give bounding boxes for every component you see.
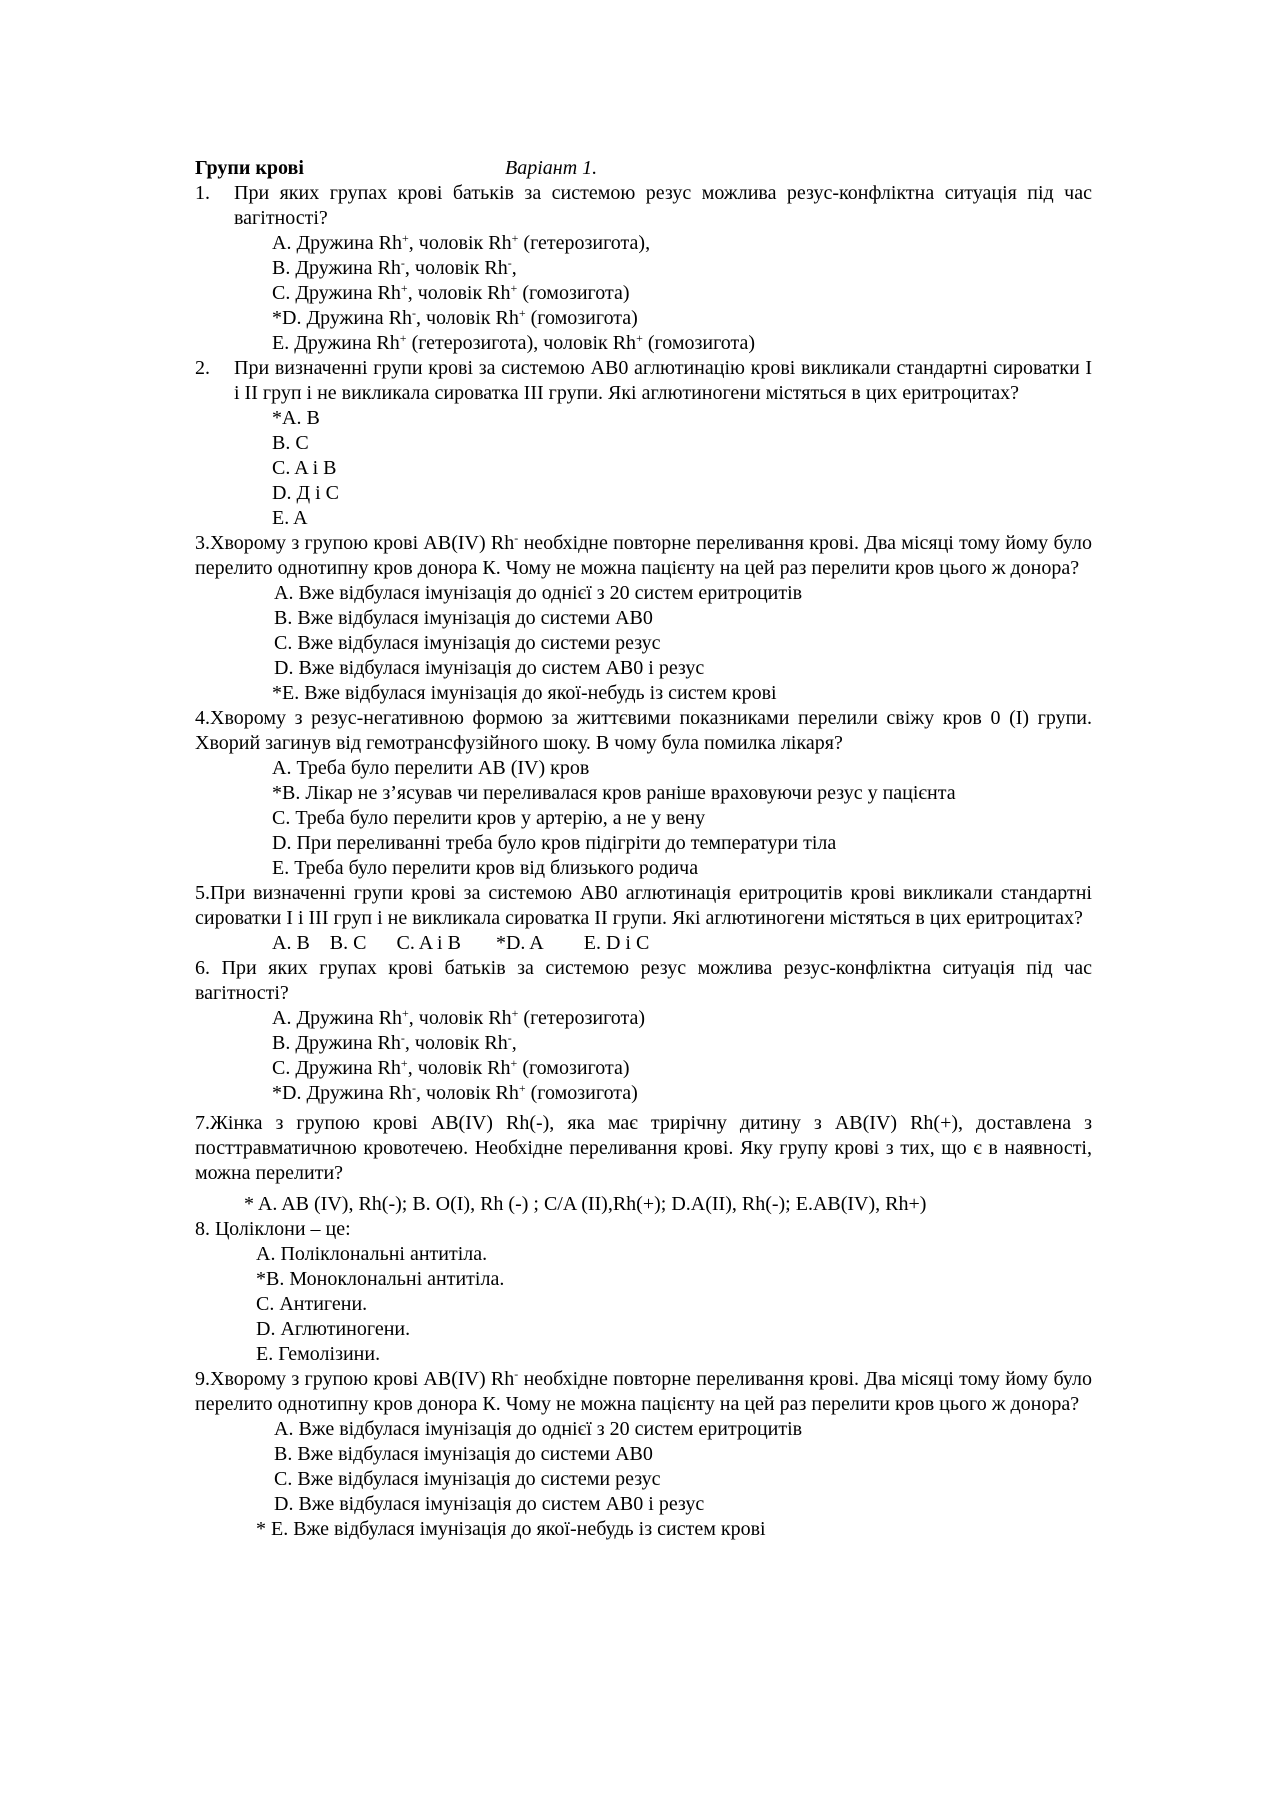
answer-option: C. A і B: [272, 457, 337, 479]
answer-option: C. Дружина Rh+, чоловік Rh+ (гомозигота): [272, 1056, 630, 1079]
question-3: 3.Хворому з групою крові AB(IV) Rh- необхідне повторне переливання крові. Два місяці тому йому було перелито однотипну кров донора К. Чому не можна пацієнту на цей раз перелити кров цього ж донора?: [195, 531, 1092, 579]
question-5: 5.При визначенні групи крові за системою AB0 аглютинація еритроцитів крові викликали стандартні сироватки I і III груп і не викликала сироватка II групи. Які аглютиногени містяться в цих еритроцитах?: [195, 882, 1092, 929]
correct-answer-option: *D. Дружина Rh-, чоловік Rh+ (гомозигота): [272, 1081, 638, 1104]
question-6: 6. При яких групах крові батьків за системою резус можлива резус-конфліктна ситуація під час вагітності?: [195, 957, 1092, 1004]
answer-option: A. Поліклональні антитіла.: [256, 1243, 488, 1265]
answer-option: B. Дружина Rh-, чоловік Rh-,: [272, 256, 517, 279]
answer-option: D. Вже відбулася імунізація до систем AB0 і резус: [274, 1493, 705, 1515]
document-body: [195, 156, 1092, 1542]
answer-option: E. Треба було перелити кров від близького родича: [272, 857, 699, 879]
answer-option: E. D і C: [583, 932, 650, 954]
question-2: [195, 356, 1092, 406]
answer-option: C. Антигени.: [256, 1293, 368, 1315]
answer-option: C. Вже відбулася імунізація до системи резус: [274, 1468, 661, 1490]
answer-option: A. B: [272, 932, 310, 954]
answer-option: A. Вже відбулася імунізація до однієї з 20 систем еритроцитів: [274, 582, 803, 604]
answer-option: E. A: [272, 507, 308, 529]
question-8: 8. Цоліклони – це:: [195, 1218, 351, 1240]
question-7: 7.Жінка з групою крові AB(IV) Rh(-), яка має трирічну дитину з AB(IV) Rh(+), доставлена з посттравматичною кровотечею. Необхідне переливання крові. Яку групу крові з тих, що є в наявності, можна перелити?: [195, 1112, 1092, 1184]
answer-option: B. Дружина Rh-, чоловік Rh-,: [272, 1031, 517, 1054]
answer-option: D. Аглютиногени.: [256, 1318, 411, 1340]
question-9: 9.Хворому з групою крові AB(IV) Rh- необхідне повторне переливання крові. Два місяці тому йому було перелито однотипну кров донора К. Чому не можна пацієнту на цей раз перелити кров цього ж донора?: [195, 1367, 1092, 1415]
document-title: Групи крові: [195, 157, 304, 179]
question-number: 1.: [195, 182, 210, 204]
variant-label: Варіант 1.: [505, 157, 598, 179]
answer-option: B. C: [329, 932, 367, 954]
question-4: 4.Хворому з резус-негативною формою за життєвими показниками перелили свіжу кров 0 (I) групи. Хворий загинув від гемотрансфузійного шоку. В чому була помилка лікаря?: [195, 707, 1092, 754]
answer-option: C. Дружина Rh+, чоловік Rh+ (гомозигота): [272, 281, 630, 304]
answer-option: D. При переливанні треба було кров підігріти до температури тіла: [272, 832, 837, 854]
correct-answer-option: *B. Моноклональні антитіла.: [256, 1268, 505, 1290]
answer-options-row: * A. AB (IV), Rh(-); B. O(I), Rh (-) ; C/A (II),Rh(+); D.A(II), Rh(-); E.AB(IV), Rh+): [244, 1193, 927, 1215]
answer-options-row: [195, 931, 1092, 956]
correct-answer-option: *A. B: [272, 407, 320, 429]
question-text: При яких групах крові батьків за системою резус можлива резус-конфліктна ситуація під час вагітності?: [234, 182, 1092, 229]
correct-answer-option: * E. Вже відбулася імунізація до якої-небудь із систем крові: [256, 1518, 766, 1540]
correct-answer-option: *D. Дружина Rh-, чоловік Rh+ (гомозигота): [272, 306, 638, 329]
answer-option: E. Гемолізини.: [256, 1343, 381, 1365]
answer-option: A. Треба було перелити AB (IV) кров: [272, 757, 590, 779]
answer-option: A. Вже відбулася імунізація до однієї з 20 систем еритроцитів: [274, 1418, 803, 1440]
question-1: [195, 181, 1092, 231]
question-number: 2.: [195, 357, 210, 379]
correct-answer-option: *E. Вже відбулася імунізація до якої-небудь із систем крові: [272, 682, 777, 704]
answer-option: B. Вже відбулася імунізація до системи AB0: [274, 1443, 653, 1465]
correct-answer-option: *B. Лікар не з’ясував чи переливалася кров раніше враховуючи резус у пацієнта: [272, 782, 956, 804]
answer-option: C. Вже відбулася імунізація до системи резус: [274, 632, 661, 654]
answer-option: B. Вже відбулася імунізація до системи AB0: [274, 607, 653, 629]
question-text: При визначенні групи крові за системою AB0 аглютинацію крові викликали стандартні сироватки I і II груп і не викликала сироватка III групи. Які аглютиногени містяться в цих еритроцитах?: [234, 357, 1092, 404]
answer-option: D. Д і С: [272, 482, 339, 504]
correct-answer-option: *D. A: [495, 932, 544, 954]
answer-option: C. A і B: [396, 932, 461, 954]
answer-option: A. Дружина Rh+, чоловік Rh+ (гетерозигота),: [272, 231, 651, 254]
answer-option: E. Дружина Rh+ (гетерозигота), чоловік Rh+ (гомозигота): [272, 331, 756, 354]
answer-option: A. Дружина Rh+, чоловік Rh+ (гетерозигота): [272, 1006, 646, 1029]
answer-option: B. C: [272, 432, 309, 454]
document-header: [195, 156, 1092, 181]
answer-option: D. Вже відбулася імунізація до систем AB0 і резус: [274, 657, 705, 679]
answer-option: C. Треба було перелити кров у артерію, а не у вену: [272, 807, 706, 829]
